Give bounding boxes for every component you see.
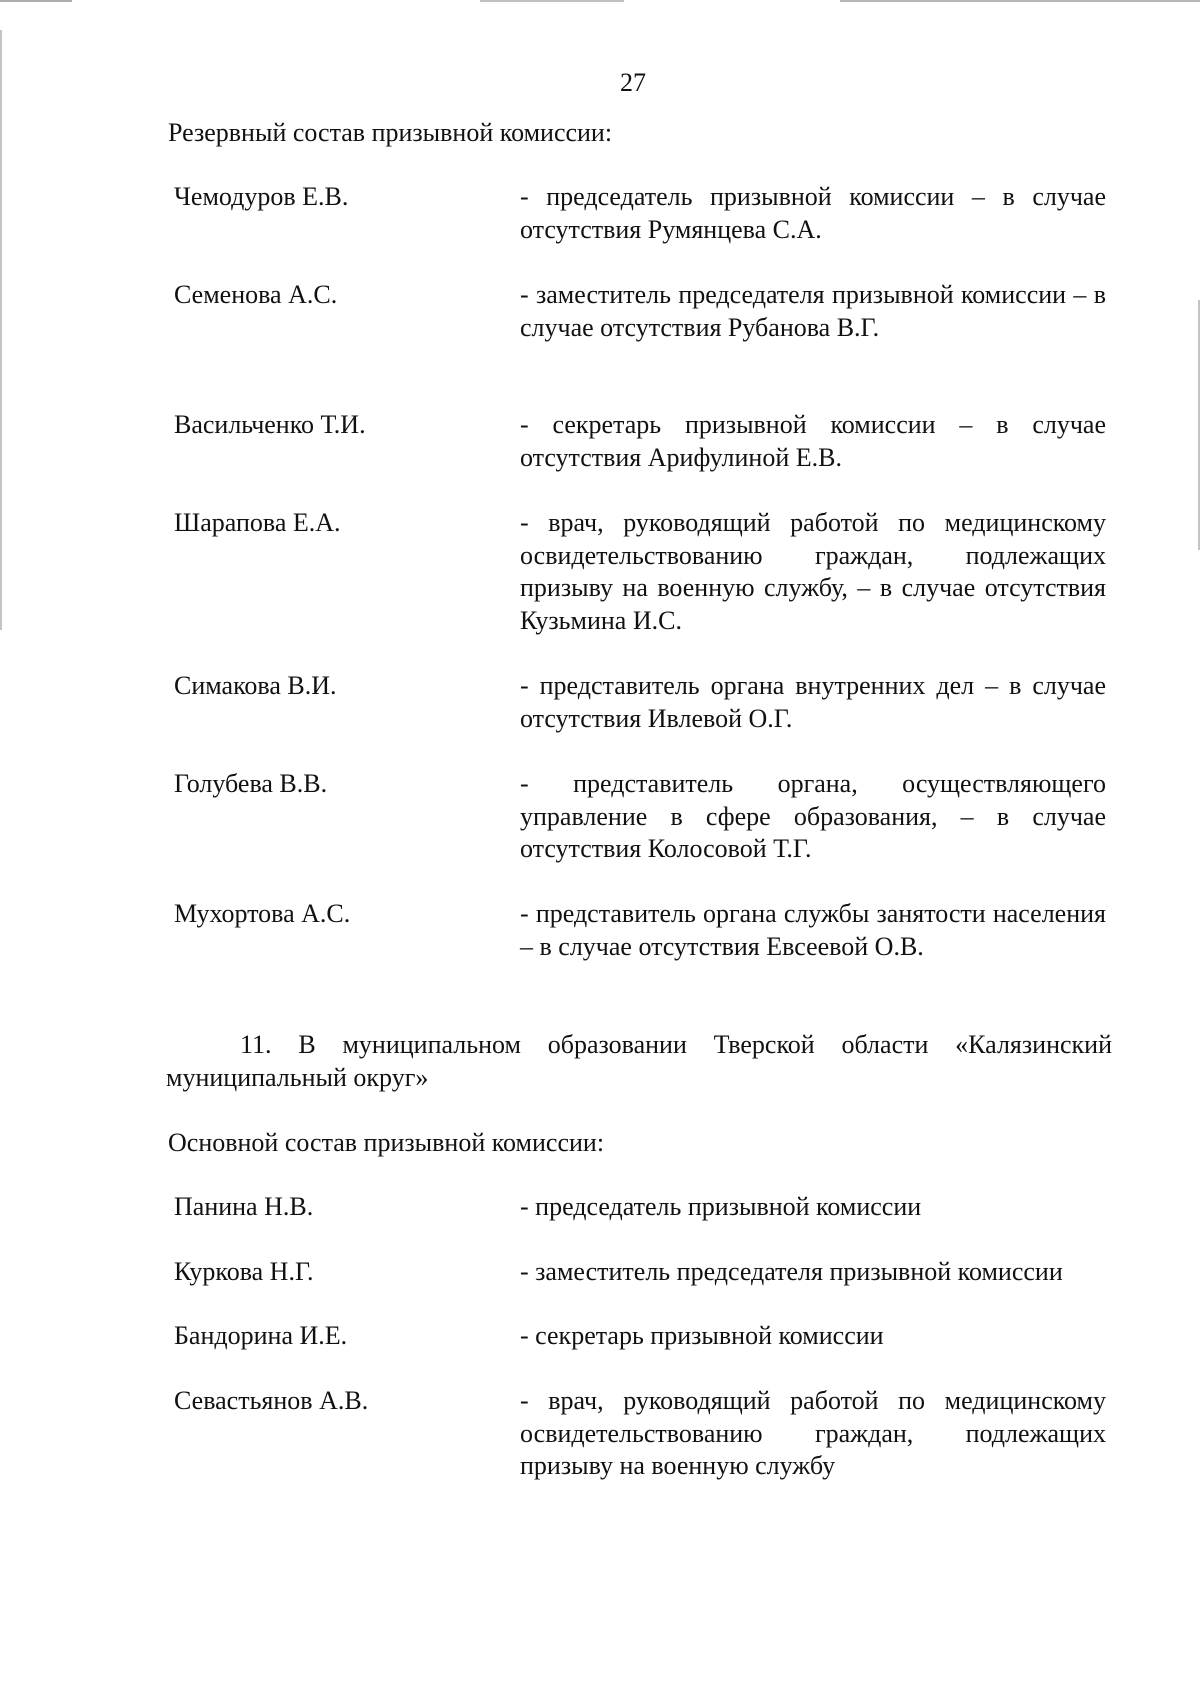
scan-border-left: [0, 30, 2, 630]
member-name: Васильченко Т.И.: [174, 410, 366, 439]
member-name: Чемодуров Е.В.: [174, 182, 349, 211]
member-name: Бандорина И.Е.: [174, 1321, 348, 1350]
member-role: - заместитель председателя призывной комиссии: [520, 1257, 1063, 1286]
member-name: Панина Н.В.: [174, 1192, 314, 1221]
member-name: Семенова А.С.: [174, 280, 338, 309]
scan-border-top: [0, 0, 1200, 2]
page-number: 27: [620, 68, 646, 97]
member-role: - врач, руководящий работой по медицинскому освидетельствованию граждан, подлежащих призыву на военную службу: [520, 1386, 1106, 1480]
member-role: - секретарь призывной комиссии: [520, 1321, 884, 1350]
member-name: Шарапова Е.А.: [174, 508, 341, 537]
member-role: - врач, руководящий работой по медицинскому освидетельствованию граждан, подлежащих призыву на военную службу, – в случае отсутствия Кузьмина И.С.: [520, 508, 1106, 635]
member-role: - заместитель председателя призывной комиссии – в случае отсутствия Рубанова В.Г.: [520, 280, 1106, 342]
member-role: - секретарь призывной комиссии – в случае отсутствия Арифулиной Е.В.: [520, 410, 1106, 472]
section-paragraph: 11. В муниципальном образовании Тверской области «Калязинский муниципальный округ»: [166, 1030, 1112, 1092]
member-name: Куркова Н.Г.: [174, 1257, 314, 1286]
member-role: - председатель призывной комиссии – в случае отсутствия Румянцева С.А.: [520, 182, 1106, 244]
main-heading: Основной состав призывной комиссии:: [168, 1128, 605, 1157]
member-role: - представитель органа, осуществляющего управление в сфере образования, – в случае отсутствия Колосовой Т.Г.: [520, 769, 1106, 863]
member-name: Севастьянов А.В.: [174, 1386, 369, 1415]
member-name: Голубева В.В.: [174, 769, 328, 798]
reserve-heading: Резервный состав призывной комиссии:: [168, 118, 613, 147]
member-role: - председатель призывной комиссии: [520, 1192, 922, 1221]
member-role: - представитель органа службы занятости населения – в случае отсутствия Евсеевой О.В.: [520, 899, 1106, 961]
member-name: Симакова В.И.: [174, 671, 337, 700]
member-name: Мухортова А.С.: [174, 899, 351, 928]
member-role: - представитель органа внутренних дел – в случае отсутствия Ивлевой О.Г.: [520, 671, 1106, 733]
